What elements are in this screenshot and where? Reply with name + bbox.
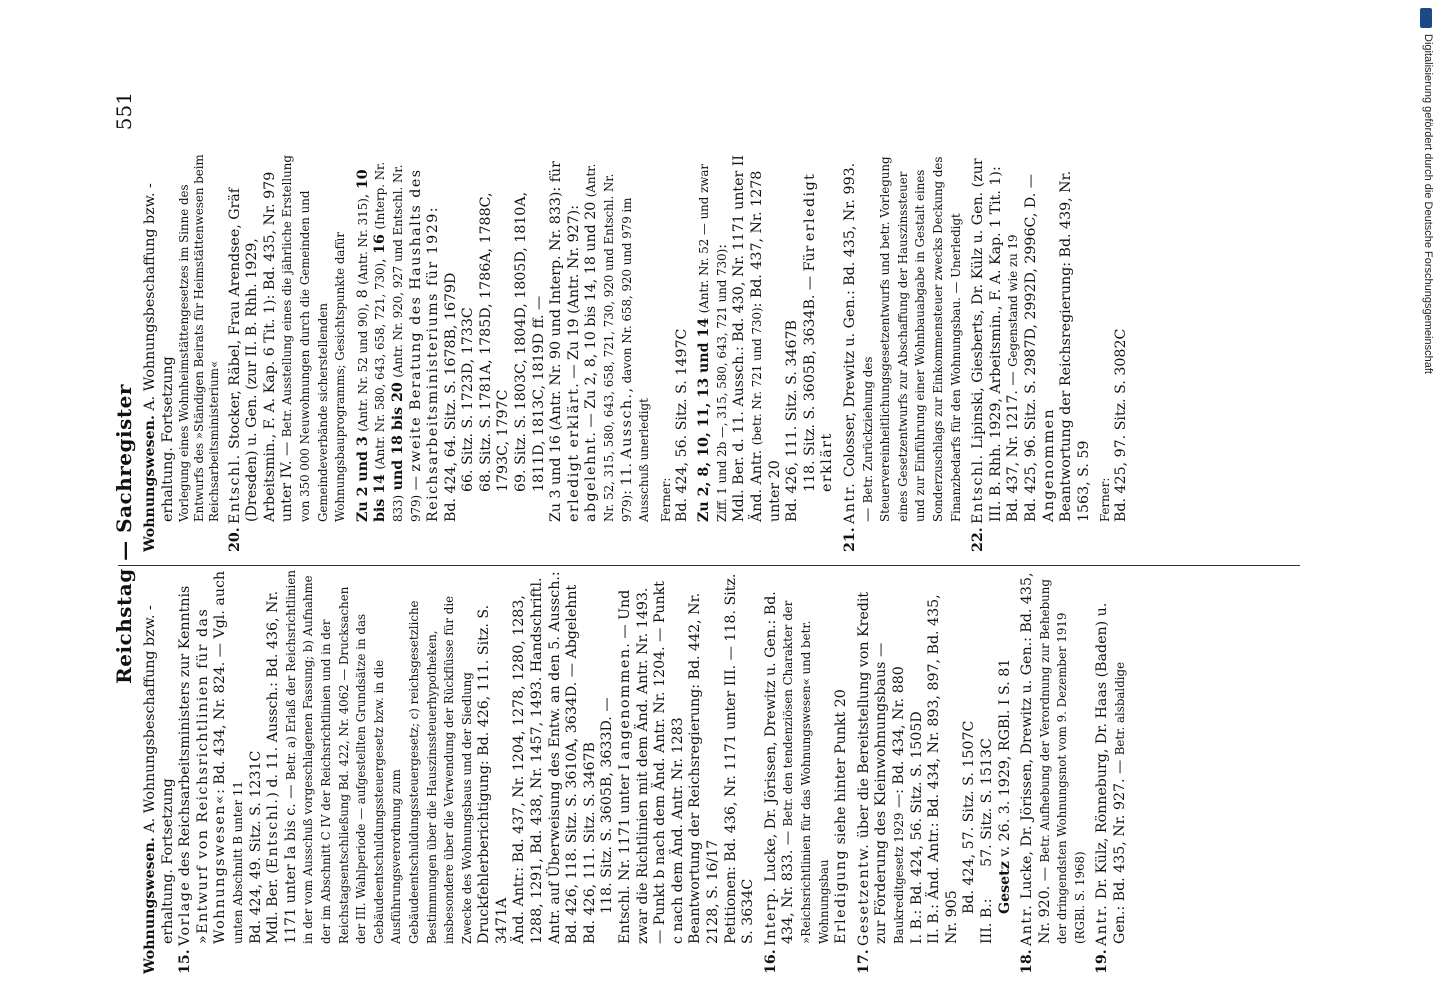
right-entry: Bd. 424, 64. Sitz. S. 1678B, 1679D (442, 272, 459, 522)
right-entry: Zu 2, 8, 10, 11, 13 und 14 (Antr. Nr. 52 — und zwar Ziff. 1 und 2b —, 315, 580, 643, 721 und 730): (696, 163, 730, 522)
right-entry: Wohnungswesen. A. Wohnungsbeschaffung bzw. -erhaltung. Fortsetzung (142, 183, 176, 552)
left-column (142, 570, 1304, 974)
right-entry: 22.Entschl. Lipinski, Giesberts, Dr. Külz u. Gen. (zur III. B. Rhh. 1929, Arbeitsmin., F. A. Kap. 1 Tit. 1): Bd. 437, Nr. 1217. — Gegenstand wie zu 19 (970, 158, 1022, 552)
left-entry: Gesetz v. 26. 3. 1929, RGBl. I S. 81 (996, 658, 1013, 914)
left-entry: Beantwortung der Reichsregierung: Bd. 442, Nr. 2128, S. 16/17 (687, 592, 721, 944)
left-entry: Mdl. Ber. (Entschl.) d. 11. Aussch.: Bd. 436, Nr. 1171 unter Ia bis c. — Betr. a) Erlaß der Reichsrichtlinien in der vom Ausschuß vorgeschlagenen Fassung; b) Aufnahme der im Abschnitt C IV der Reichsrichtlinien und in der Reichstagsentschließung Bd. 422, Nr. 4062 — Drucksachen der III. Wahlperiode — aufgestellten Grundsätze in das Gebäudeentschuldungssteuergesetz bzw. in die Ausführungsverordnung zum Gebäudeentschuldungssteuergesetz; c) reichsgesetzliche Bestimmungen über die Hauszinssteuerhypotheken, insbesondere über die Verwendung der Rückflüsse für die Zwecke des Wohnungsbaus und der Siedlung (265, 570, 474, 944)
funding-note: Digitalisierung gefördert durch die Deutsche Forschungsgemeinschaft (1422, 34, 1434, 374)
page-header (104, 84, 140, 984)
right-entry: Bd. 425, 97. Sitz. S. 3082C (1113, 328, 1130, 522)
right-entry: 21.Antr. Colosser, Drewitz u. Gen.: Bd. 435, Nr. 993. — Betr. Zurückziehung des Steuervereinheitlichungsgesetzentwurfs und betr. Vorlegung eines Gesetzentwurfs zur Abschaffung der Hauszinssteuer und zur Einführung einer Wohnbauabgabe in Gestalt eines Sonderzuschlags zur Einkommensteuer zwecks Deckung des Finanzbedarfs für den Wohnungsbau. — Unerledigt (841, 156, 963, 552)
left-entry: I. B.: Bd. 424, 56. Sitz. S. 1505D (908, 711, 925, 944)
left-entry: Druckfehlerberichtigung: Bd. 426, 111. Sitz. S. 3471A (476, 604, 510, 944)
right-entry: 20.Entschl. Stocker, Räbel, Frau Arendsee, Gräf (Dresden) u. Gen. (zur II. B. Rhh. 1929, Arbeitsmin., F. A. Kap. 6 Tit. 1): Bd. 435, Nr. 979 unter IV. — Betr. Ausstellung eines die jährliche Erstellung von 350 000 Neuwohnungen durch die Gemeinden und Gemeindeverbände sicherstellenden Wohnungsbauprogramms; Gesichtspunkte dafür (226, 155, 348, 552)
right-entry: Mdl. Ber. d. 11. Aussch.: Bd. 430, Nr. 1171 unter II (731, 154, 748, 522)
right-entry: 118. Sitz. S. 3605B, 3634B. — Für erledigt erklärt (801, 172, 836, 492)
right-entry: Ferner: (658, 477, 673, 522)
right-column (142, 148, 1304, 552)
document-page (104, 84, 1304, 984)
right-entry: Beantwortung der Reichsregierung: Bd. 439, Nr. 1563, S. 59 (1058, 170, 1092, 522)
left-entry: Änd. Antr.: Bd. 437, Nr. 1204, 1278, 1280, 1283, 1288, 1291, Bd. 438, Nr. 1457, 1493. Handschriftl. Antr. auf Überweisung des Entw. an den 5. Aussch.: Bd. 426, 118. Sitz. S. 3610A, 3634D. — Abgelehnt (511, 571, 581, 944)
right-entry: 66. Sitz. S. 1723D, 1733C (460, 307, 477, 492)
left-entry: 18.Antr. Lucke, Dr. Jörissen, Drewitz u. Gen.: Bd. 435, Nr. 920. — Betr. Aufhebung der Verordnung zur Behebung der dringendsten Wohnungsnot vom 9. Dezember 1919 (RGBl. S. 1968) (1019, 572, 1087, 974)
right-entry: Änd. Antr. (betr. Nr. 721 und 730): Bd. 437, Nr. 1278 unter 20 (749, 170, 783, 522)
left-entry: Erledigung siehe hinter Punkt 20 (833, 689, 850, 944)
left-entry: 19.Antr. Dr. Külz, Rönneburg, Dr. Haas (Baden) u. Gen.: Bd. 435, Nr. 927. — Betr. alsbaldige (1094, 602, 1129, 974)
left-entry: Wohnungswesen. A. Wohnungsbeschaffung bzw. -erhaltung. Fortsetzung (142, 605, 176, 974)
right-entry: Bd. 426, 111. Sitz. S. 3467B (784, 320, 801, 522)
left-entry: Bd. 424, 57. Sitz. S. 1507C (961, 720, 978, 914)
running-title: Reichstag — Sachregister (112, 384, 136, 684)
page-number: 551 (112, 92, 136, 131)
right-entry: Ferner: (1098, 477, 1113, 522)
left-entry: Bd. 424, 49. Sitz. S. 1231C (247, 750, 264, 944)
left-entry: Petitionen: Bd. 436, Nr. 1171 unter III. — 118. Sitz. S. 3634C (722, 573, 757, 944)
left-entry: III. B.: 57. Sitz. S. 1513C (978, 738, 995, 944)
left-entry: Bd. 426, 111. Sitz. S. 3467B (581, 742, 598, 944)
left-entry: Entschl. Nr. 1171 unter I angenommen. — Und zwar die Richtlinien mit dem Änd. Antr. Nr. 1493. — Punkt b nach dem Änd. Antr. Nr. 1204. — Punkt c nach dem Änd. Antr. Nr. 1283 (617, 581, 686, 944)
right-entry: Zu 3 und 16 (Antr. Nr. 90 und Interp. Nr. 833): für erledigt erklärt. — Zu 19 (Antr. Nr. 927): abgelehnt. — Zu 2, 8, 10 bis 14, 18 und 20 (Antr. Nr. 52, 315, 580, 643, 658, 721, 730, 920 und Entschl. Nr. 979): 11. Aussch., davon Nr. 658, 920 und 979 im Ausschuß unerledigt (548, 161, 652, 522)
left-entry: 118. Sitz. S. 3605B, 3633D. — (599, 697, 616, 914)
left-entry: 16.Interp. Lucke, Dr. Jörissen, Drewitz u. Gen.: Bd. 434, Nr. 833. — Betr. den tendenziösen Charakter der »Reichsrichtlinien für das Wohnungswesen« und betr. Wohnungsbau (762, 591, 831, 974)
right-entry: Bd. 425, 96. Sitz. S. 2987D, 2992D, 2996C, D. — Angenommen (1022, 174, 1057, 522)
right-entry: Vorlegung eines Wohnheimstättengesetzes im Sinne des Entwurfs des »Ständigen Beirats für Heimstättenwesen beim Reichsarbeitsministerium« (177, 154, 221, 522)
right-entry: 68. Sitz. S. 1781A, 1785D, 1786A, 1788C, 1793C, 1797C (477, 192, 512, 492)
left-entry: 15.Vorlage des Reichsarbeitsministers zur Kenntnis »Entwurf von Reichsrichtlinien für das Wohnungswesen«: Bd. 434, Nr. 824. — Vgl. auch unten Abschnitt B unter 11 (177, 570, 245, 974)
right-entry: 69. Sitz. S. 1803C, 1804D, 1805D, 1810A, 1811D, 1813C, 1819D ff. — (513, 191, 547, 492)
left-entry: II. B.: Änd. Antr.: Bd. 434, Nr. 893, 897, Bd. 435, Nr. 905 (926, 594, 960, 944)
left-entry: 17.Gesetzentw. über die Bereitstellung von Kredit zur Förderung des Kleinwohnungsbaus — Baukreditgesetz 1929 —: Bd. 434, Nr. 880 (855, 591, 907, 974)
right-entry: Zu 2 und 3 (Antr. Nr. 52 und 90), 8 (Antr. Nr. 315), 10 bis 14 (Antr. Nr. 580, 643, 658, 721, 730), 16 (Interp. Nr. 833) und 18 bis 20 (Antr. Nr. 920, 927 und Entschl. Nr. 979) — zweite Beratung des Haushalts des Reichsarbeitsministeriums für 1929: (354, 161, 442, 522)
dfg-logo (1420, 8, 1432, 28)
column-divider (118, 565, 1300, 566)
right-entry: Bd. 424, 56. Sitz. S. 1497C (673, 328, 690, 522)
